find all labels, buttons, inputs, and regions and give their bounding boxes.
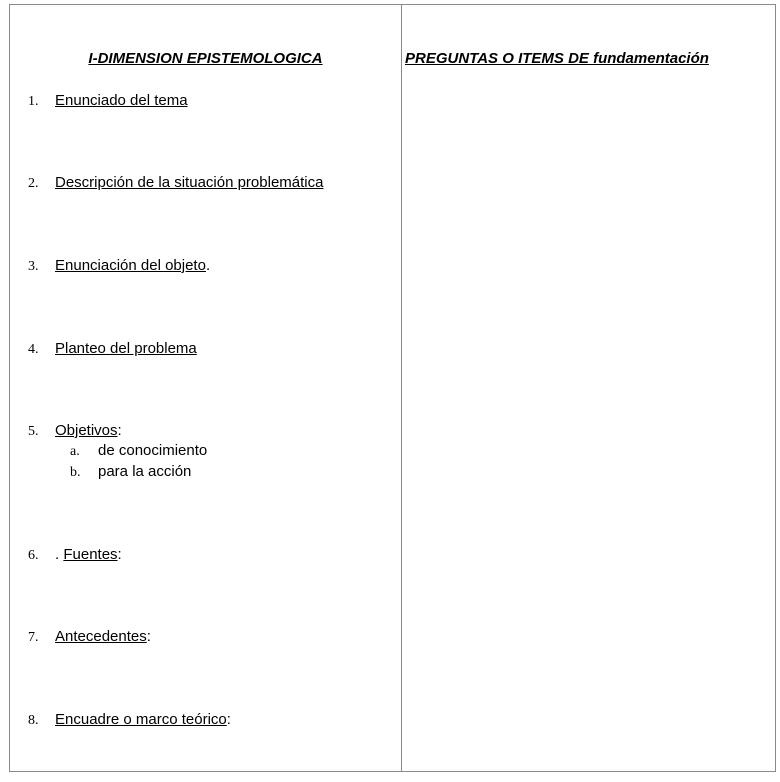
item-label: Fuentes [63, 546, 118, 563]
item-label: Enunciación del objeto [55, 257, 206, 274]
item-suffix: : [146, 628, 151, 645]
item-number: 7. [28, 630, 39, 645]
item-suffix: : [117, 546, 122, 563]
document-table [9, 4, 776, 772]
left-column [10, 5, 401, 771]
item-label: Planteo del problema [55, 340, 197, 357]
item-label: Encuadre o marco teórico [55, 711, 227, 728]
right-column [402, 5, 775, 771]
item-number: 3. [28, 259, 39, 274]
sub-item-number: b. [70, 465, 81, 480]
left-column-header: I-DIMENSION EPISTEMOLOGICA [88, 50, 323, 67]
sub-item-b [70, 463, 191, 482]
item-label: Enunciado del tema [55, 92, 188, 109]
item-label: Descripción de la situación problemática [55, 174, 324, 191]
list-item-1 [28, 92, 188, 111]
list-item-8 [28, 711, 231, 730]
item-prefix: . [55, 546, 64, 563]
item-number: 6. [28, 548, 39, 563]
list-item-2 [28, 174, 323, 193]
list-item-4 [28, 340, 197, 359]
sub-item-label: de conocimiento [98, 442, 208, 459]
list-item-5 [28, 422, 122, 441]
item-number: 1. [28, 94, 39, 109]
item-suffix: : [226, 711, 231, 728]
right-column-header: PREGUNTAS O ITEMS DE fundamentación [405, 50, 709, 67]
item-number: 2. [28, 176, 39, 191]
item-number: 4. [28, 342, 39, 357]
item-suffix: . [205, 257, 211, 274]
item-number: 8. [28, 713, 39, 728]
sub-item-a [70, 442, 207, 461]
sub-item-label: para la acción [98, 463, 192, 480]
sub-item-number: a. [70, 444, 80, 459]
item-label: Objetivos [55, 422, 118, 439]
list-item-7 [28, 628, 151, 647]
list-item-6 [28, 546, 122, 565]
item-number: 5. [28, 424, 39, 439]
item-label: Antecedentes [55, 628, 147, 645]
item-suffix: : [117, 422, 122, 439]
list-item-3 [28, 257, 210, 276]
